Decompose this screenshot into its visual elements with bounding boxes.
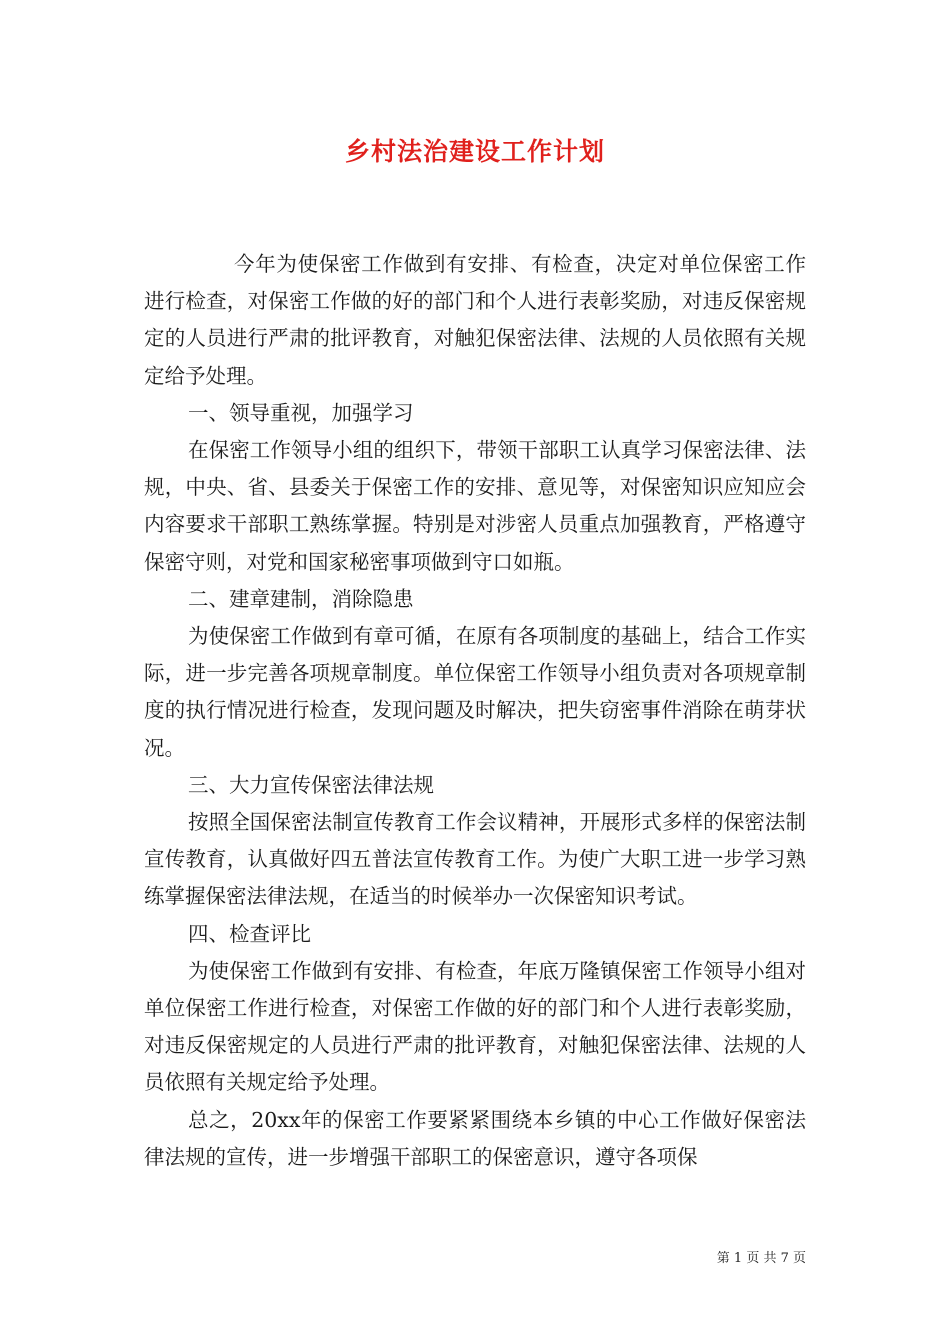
section-paragraph-3: 按照全国保密法制宣传教育工作会议精神，开展形式多样的保密法制宣传教育，认真做好四五普法宣传教育工作。为使广大职工进一步学习熟练掌握保密法律法规，在适当的时候举办一次保密知识考试。 xyxy=(144,810,806,909)
section-paragraph-4: 为使保密工作做到有安排、有检查，年底万隆镇保密工作领导小组对单位保密工作进行检查，对保密工作做的好的部门和个人进行表彰奖励，对违反保密规定的人员进行严肃的批评教育，对触犯保密法律、法规的人员依照有关规定给予处理。 xyxy=(144,958,806,1095)
section-heading-2: 二、建章建制，消除隐患 xyxy=(188,586,414,611)
section-paragraph-1: 在保密工作领导小组的组织下，带领干部职工认真学习保密法律、法规，中央、省、县委关于保密工作的安排、意见等，对保密知识应知应会内容要求干部职工熟练掌握。特别是对涉密人员重点加强教育，严格遵守保密守则，对党和国家秘密事项做到守口如瓶。 xyxy=(144,438,806,574)
document-body xyxy=(144,246,806,1176)
section-paragraph-2: 为使保密工作做到有章可循，在原有各项制度的基础上，结合工作实际，进一步完善各项规章制度。单位保密工作领导小组负责对各项规章制度的执行情况进行检查，发现问题及时解决，把失窃密事件消除在萌芽状况。 xyxy=(144,624,806,760)
section-heading-4: 四、检查评比 xyxy=(188,921,311,946)
section-heading-3: 三、大力宣传保密法律法规 xyxy=(188,772,434,797)
conclusion-paragraph: 总之，20xx年的保密工作要紧紧围绕本乡镇的中心工作做好保密法律法规的宣传，进一步增强干部职工的保密意识，遵守各项保 xyxy=(144,1107,806,1169)
section-heading-1: 一、领导重视，加强学习 xyxy=(188,400,414,425)
document-title: 乡村法治建设工作计划 xyxy=(344,137,605,166)
intro-paragraph: 今年为使保密工作做到有安排、有检查，决定对单位保密工作进行检查，对保密工作做的好的部门和个人进行表彰奖励，对违反保密规定的人员进行严肃的批评教育，对触犯保密法律、法规的人员依照有关规定给予处理。 xyxy=(144,252,806,388)
page-number: 第 1 页 共 7 页 xyxy=(716,1251,806,1266)
